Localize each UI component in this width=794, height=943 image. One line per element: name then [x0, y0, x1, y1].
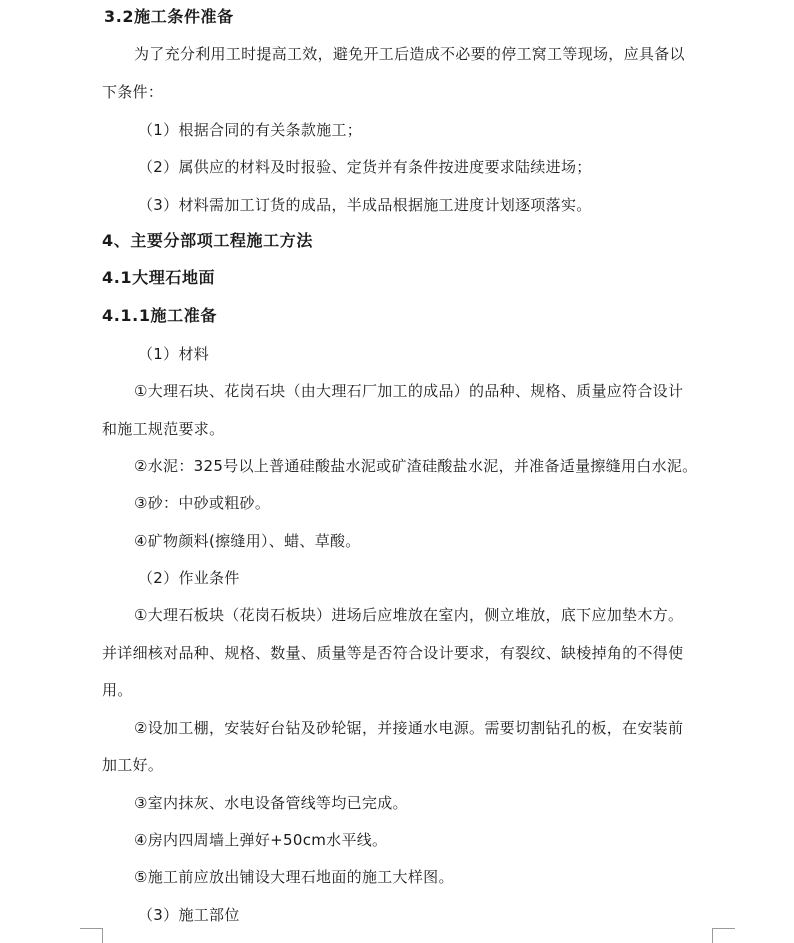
work-item-3: ③室内抹灰、水电设备管线等均已完成。	[134, 794, 408, 812]
material-item-3: ③砂：中砂或粗砂。	[134, 494, 271, 512]
page-margin-mark	[80, 928, 103, 943]
condition-item-1: （1）根据合同的有关条款施工；	[138, 121, 363, 139]
work-item-2: ②设加工棚，安装好台钻及砂轮锯，并接通水电源。需要切割钻孔的板，在安装前	[134, 719, 684, 737]
condition-item-3: （3）材料需加工订货的成品，半成品根据施工进度计划逐项落实。	[138, 196, 592, 214]
work-item-1-cont: 用。	[102, 681, 133, 699]
condition-item-2: （2）属供应的材料及时报验、定货并有条件按进度要求陆续进场；	[138, 158, 592, 176]
material-item-2: ②水泥：325号以上普通硅酸盐水泥或矿渣硅酸盐水泥，并准备适量擦缝用白水泥。	[134, 457, 698, 475]
page-margin-mark	[712, 928, 735, 943]
section-heading-3-2: 3.2施工条件准备	[104, 7, 234, 26]
paragraph-line: 为了充分利用工时提高工效，避免开工后造成不必要的停工窝工等现场，应具备以	[134, 45, 685, 63]
work-item-5: ⑤施工前应放出铺设大理石地面的施工大样图。	[134, 868, 454, 886]
work-item-1: ①大理石板块（花岗石板块）进场后应堆放在室内，侧立堆放，底下应加垫木方。	[134, 606, 684, 624]
work-item-4: ④房内四周墙上弹好+50cm水平线。	[134, 831, 388, 849]
section-heading-4-1: 4.1大理石地面	[102, 268, 216, 287]
paragraph-line: 下条件：	[102, 83, 164, 101]
section-heading-4: 4、主要分部项工程施工方法	[102, 231, 313, 250]
material-item-4: ④矿物颜料(擦缝用）、蜡、草酸。	[134, 532, 361, 550]
work-item-1-cont: 并详细核对品种、规格、数量、质量等是否符合设计要求，有裂纹、缺棱掉角的不得使	[102, 644, 684, 662]
subsection-work-conditions: （2）作业条件	[138, 569, 240, 587]
work-item-2-cont: 加工好。	[102, 756, 164, 774]
subsection-construction-area: （3）施工部位	[138, 906, 240, 924]
subsection-materials: （1）材料	[138, 345, 210, 363]
material-item-1: ①大理石块、花岗石块（由大理石厂加工的成品）的品种、规格、质量应符合设计	[134, 382, 684, 400]
section-heading-4-1-1: 4.1.1施工准备	[102, 306, 217, 325]
material-item-1-cont: 和施工规范要求。	[102, 420, 225, 438]
